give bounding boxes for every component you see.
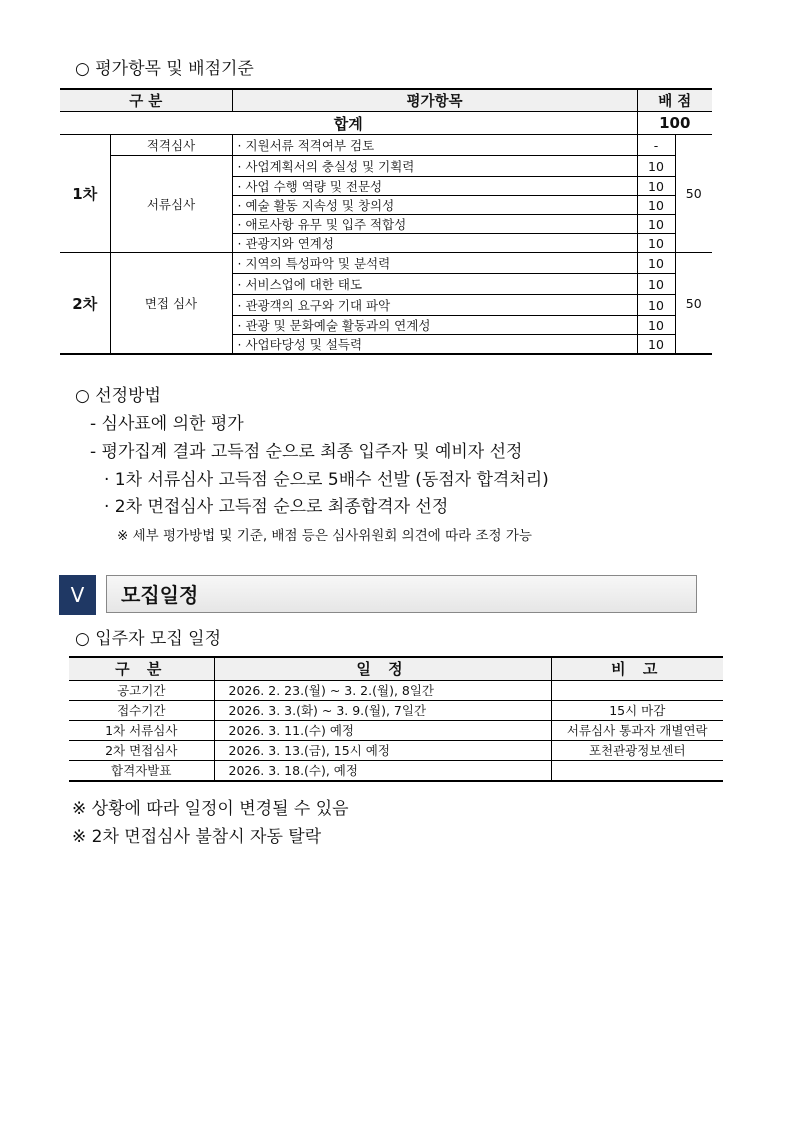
- stage1-label: 1차: [60, 135, 110, 253]
- schedule-remark: 15시 마감: [551, 700, 723, 720]
- stage1-sub1-name: 적격심사: [110, 135, 232, 156]
- schedule-category: 합격자발표: [69, 760, 214, 781]
- schedule-remark: 서류심사 통과자 개별연락: [551, 720, 723, 740]
- stage1-sub1-item: · 지원서류 적격여부 검토: [232, 135, 637, 156]
- stage2-item: · 관광 및 문화예술 활동과의 연계성: [232, 316, 637, 335]
- schedule-category: 공고기간: [69, 680, 214, 700]
- schedule-row: [69, 740, 723, 760]
- stage2-item-score: 10: [637, 335, 675, 355]
- stage1-item-score: 10: [637, 196, 675, 215]
- selection-note: ※ 세부 평가방법 및 기준, 배점 등은 심사위원회 의견에 따라 조정 가능: [117, 528, 532, 544]
- schedule-header-category: 구 분: [69, 657, 214, 680]
- header-category: 구 분: [60, 89, 232, 112]
- schedule-date: 2026. 3. 13.(금), 15시 예정: [214, 740, 551, 760]
- schedule-table: [69, 656, 723, 782]
- selection-line: - 평가집계 결과 고득점 순으로 최종 입주자 및 예비자 선정: [90, 442, 523, 462]
- schedule-heading: ○ 입주자 모집 일정: [75, 629, 221, 649]
- selection-line: · 1차 서류심사 고득점 순으로 5배수 선발 (동점자 합격처리): [104, 470, 549, 490]
- schedule-date: 2026. 3. 3.(화) ~ 3. 9.(월), 7일간: [214, 700, 551, 720]
- stage2-item: · 서비스업에 대한 태도: [232, 274, 637, 295]
- stage1-item-score: 10: [637, 234, 675, 253]
- stage2-item-score: 10: [637, 316, 675, 335]
- schedule-header-schedule: 일 정: [214, 657, 551, 680]
- schedule-date: 2026. 3. 18.(수), 예정: [214, 760, 551, 781]
- stage2-item-score: 10: [637, 274, 675, 295]
- schedule-row: [69, 760, 723, 781]
- stage1-item: · 애로사항 유무 및 입주 적합성: [232, 215, 637, 234]
- stage2-item-score: 10: [637, 253, 675, 274]
- schedule-note: ※ 2차 면접심사 불참시 자동 탈락: [72, 827, 322, 847]
- stage2-sub-name: 면접 심사: [110, 253, 232, 355]
- schedule-date: 2026. 2. 23.(월) ~ 3. 2.(월), 8일간: [214, 680, 551, 700]
- selection-line: - 심사표에 의한 평가: [90, 414, 244, 434]
- stage1-item-score: 10: [637, 177, 675, 196]
- section-title: 모집일정: [106, 575, 697, 613]
- stage1-sub2-name: 서류심사: [110, 156, 232, 253]
- header-score: 배 점: [637, 89, 712, 112]
- schedule-category: 2차 면접심사: [69, 740, 214, 760]
- stage2-item: · 지역의 특성파악 및 분석력: [232, 253, 637, 274]
- stage2-item: · 사업타당성 및 설득력: [232, 335, 637, 355]
- evaluation-heading: ○ 평가항목 및 배점기준: [75, 59, 254, 79]
- stage2-label: 2차: [60, 253, 110, 355]
- stage1-item-score: 10: [637, 156, 675, 177]
- schedule-remark: [551, 760, 723, 781]
- section-header: [59, 575, 697, 615]
- stage1-item: · 관광지와 연계성: [232, 234, 637, 253]
- stage1-item: · 예술 활동 지속성 및 창의성: [232, 196, 637, 215]
- header-items: 평가항목: [232, 89, 637, 112]
- stage1-sub1-score: -: [637, 135, 675, 156]
- schedule-row: [69, 700, 723, 720]
- stage1-subtotal: 50: [675, 135, 712, 253]
- schedule-header-remark: 비 고: [551, 657, 723, 680]
- schedule-remark: [551, 680, 723, 700]
- stage2-item: · 관광객의 요구와 기대 파악: [232, 295, 637, 316]
- schedule-row: [69, 720, 723, 740]
- section-number: V: [59, 575, 96, 615]
- schedule-note: ※ 상황에 따라 일정이 변경될 수 있음: [72, 799, 349, 819]
- evaluation-table: [60, 88, 712, 355]
- schedule-remark: 포천관광정보센터: [551, 740, 723, 760]
- total-score: 100: [637, 112, 712, 135]
- stage1-item: · 사업계획서의 충실성 및 기획력: [232, 156, 637, 177]
- stage2-subtotal: 50: [675, 253, 712, 355]
- schedule-category: 접수기간: [69, 700, 214, 720]
- schedule-date: 2026. 3. 11.(수) 예정: [214, 720, 551, 740]
- schedule-category: 1차 서류심사: [69, 720, 214, 740]
- stage1-item-score: 10: [637, 215, 675, 234]
- stage1-item: · 사업 수행 역량 및 전문성: [232, 177, 637, 196]
- stage2-item-score: 10: [637, 295, 675, 316]
- selection-line: · 2차 면접심사 고득점 순으로 최종합격자 선정: [104, 497, 449, 517]
- schedule-row: [69, 680, 723, 700]
- selection-heading: ○ 선정방법: [75, 386, 161, 406]
- total-label: 합계: [60, 112, 637, 135]
